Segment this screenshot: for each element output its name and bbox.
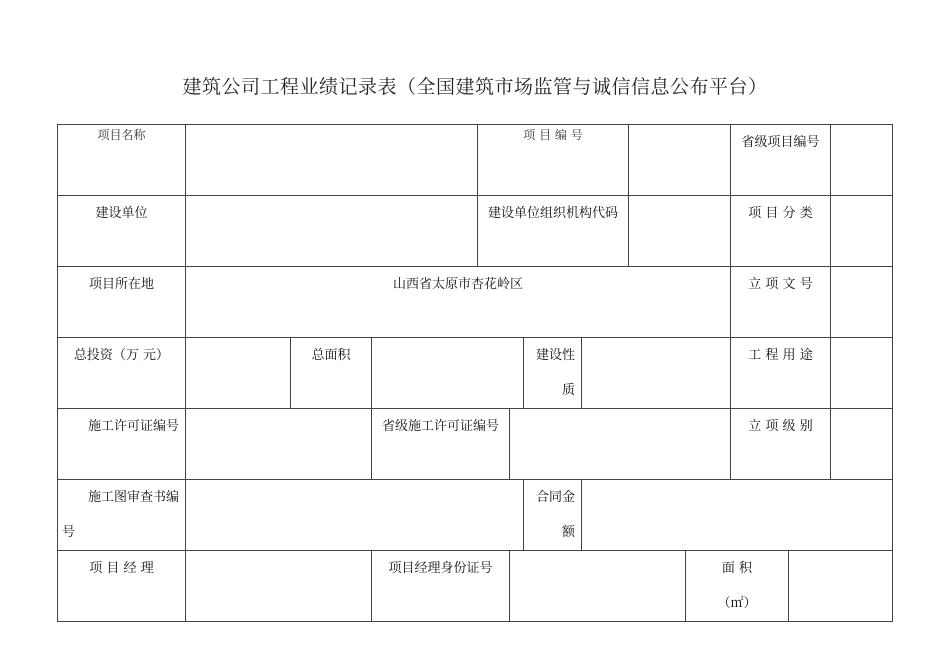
nature-label-cell [523, 338, 581, 408]
total-area-label-cell [290, 338, 371, 408]
permit-no-label-cell [58, 409, 185, 479]
usage-label: 工 程 用 途 [748, 348, 813, 363]
investment-field[interactable] [185, 338, 290, 408]
area-label: 面 积（㎡） [717, 561, 757, 611]
total-area-field[interactable] [371, 338, 523, 408]
approval-level-label-cell [730, 409, 830, 479]
approval-doc-field[interactable] [830, 267, 892, 337]
permit-no-field[interactable] [185, 409, 371, 479]
provincial-permit-label: 省级施工许可证编号 [381, 419, 499, 434]
nature-label: 建设性质 [535, 348, 575, 398]
provincial-no-label: 省级项目编号 [741, 135, 820, 150]
contract-amount-label: 合同金额 [535, 490, 575, 540]
drawing-review-label-cell [58, 480, 185, 550]
usage-label-cell [730, 338, 830, 408]
approval-doc-label: 立 项 文 号 [748, 277, 813, 292]
approval-level-label: 立 项 级 别 [748, 419, 813, 434]
provincial-no-field[interactable] [830, 125, 892, 195]
document-title: 建筑公司工程业绩记录表（全国建筑市场监管与诚信信息公布平台） [182, 76, 768, 98]
category-label: 项 目 分 类 [748, 206, 813, 221]
approval-level-field[interactable] [830, 409, 892, 479]
project-name-label-cell [58, 125, 185, 195]
manager-id-label-cell [371, 551, 509, 622]
manager-id-field[interactable] [509, 551, 685, 622]
builder-org-code-field[interactable] [628, 196, 730, 266]
location-value: 山西省太原市杏花岭区 [392, 277, 523, 292]
builder-label: 建设单位 [95, 206, 148, 221]
investment-label: 总投资（万 元） [73, 348, 170, 363]
form-row-permit [58, 409, 892, 480]
form-row-builder [58, 196, 892, 267]
manager-label: 项 目 经 理 [89, 561, 154, 576]
project-no-field[interactable] [628, 125, 730, 195]
nature-field[interactable] [581, 338, 730, 408]
provincial-no-label-cell [730, 125, 830, 195]
provincial-permit-field[interactable] [509, 409, 730, 479]
project-no-label-cell [477, 125, 628, 195]
area-label-cell [685, 551, 788, 622]
contract-amount-label-cell [523, 480, 581, 550]
form-row-project-name [58, 125, 892, 196]
project-name-label: 项目名称 [97, 128, 146, 142]
location-label-cell [58, 267, 185, 337]
usage-field[interactable] [830, 338, 892, 408]
location-field[interactable] [185, 267, 730, 337]
builder-field[interactable] [185, 196, 477, 266]
investment-label-cell [58, 338, 185, 408]
builder-label-cell [58, 196, 185, 266]
form-row-investment [58, 338, 892, 409]
approval-doc-label-cell [730, 267, 830, 337]
builder-org-code-label-cell [477, 196, 628, 266]
manager-label-cell [58, 551, 185, 622]
contract-amount-field[interactable] [581, 480, 892, 550]
form-row-drawing-review [58, 480, 892, 551]
form-row-manager [58, 551, 892, 622]
project-no-label: 项 目 编 号 [523, 128, 583, 142]
drawing-review-label: 施工图审查书编号 [62, 490, 180, 540]
provincial-permit-label-cell [371, 409, 509, 479]
area-field[interactable] [788, 551, 892, 622]
builder-org-code-label: 建设单位组织机构代码 [488, 206, 619, 221]
category-label-cell [730, 196, 830, 266]
drawing-review-field[interactable] [185, 480, 523, 550]
total-area-label: 总面积 [311, 348, 351, 363]
form-row-location [58, 267, 892, 338]
category-field[interactable] [830, 196, 892, 266]
manager-field[interactable] [185, 551, 371, 622]
manager-id-label: 项目经理身份证号 [388, 561, 493, 576]
location-label: 项目所在地 [88, 277, 154, 292]
performance-record-form [57, 124, 893, 622]
permit-no-label: 施工许可证编号 [88, 419, 180, 434]
project-name-field[interactable] [185, 125, 477, 195]
